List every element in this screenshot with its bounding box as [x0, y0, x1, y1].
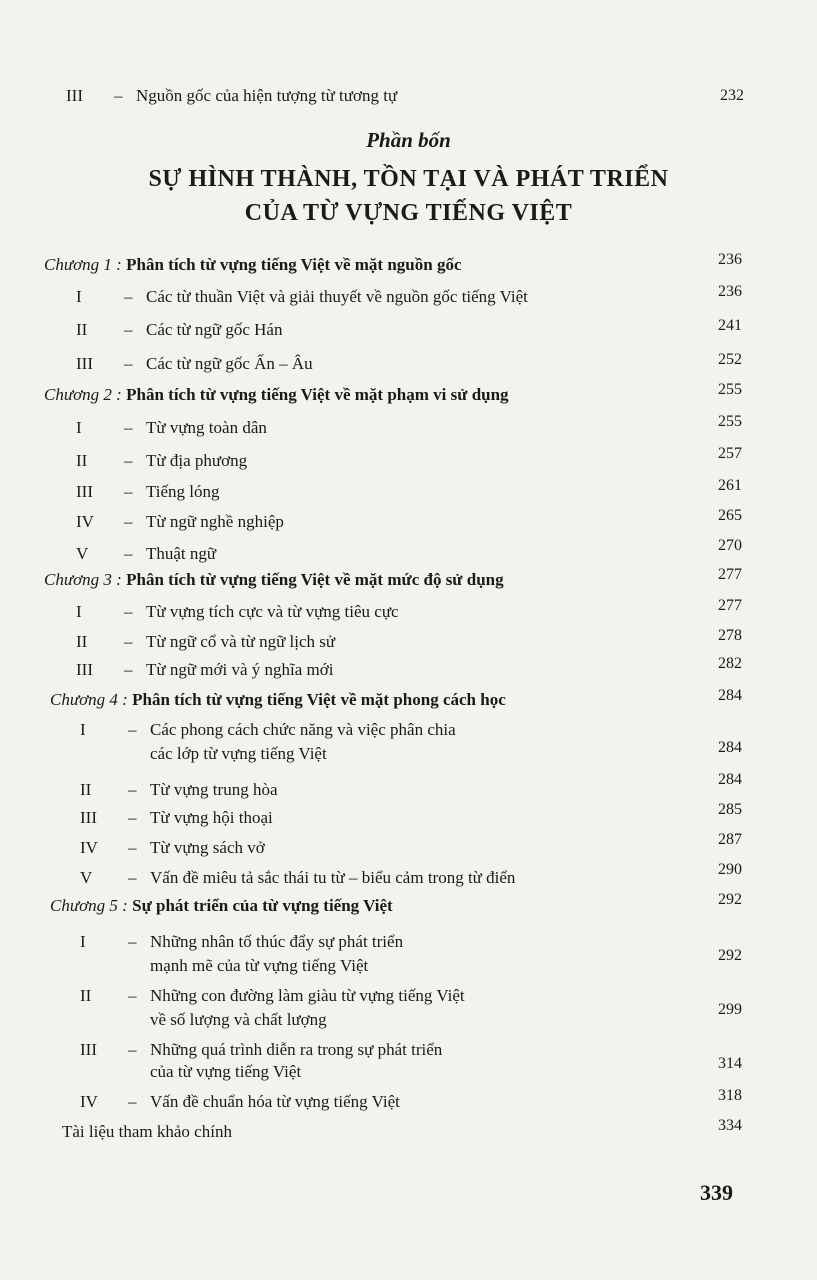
item-text: Các phong cách chức năng và việc phân chia	[150, 720, 456, 739]
toc-item: I – Từ vựng tích cực và từ vựng tiêu cực	[76, 602, 399, 621]
chapter-label: Chương 5 :	[50, 896, 128, 915]
chapter-title: Sự phát triển của từ vựng tiếng Việt	[132, 896, 393, 915]
toc-item: II – Từ vựng trung hòa	[80, 780, 278, 799]
part-title-line1: SỰ HÌNH THÀNH, TỒN TẠI VÀ PHÁT TRIỂN	[148, 166, 669, 192]
item-text-continuation: mạnh mẽ của từ vựng tiếng Việt	[150, 956, 369, 975]
item-text: Từ vựng tích cực và từ vựng tiêu cực	[146, 602, 399, 621]
chapter-heading	[44, 255, 462, 275]
chapter-heading	[50, 896, 393, 916]
toc-item: II – Những con đường làm giàu từ vựng tiếng Việt	[80, 986, 465, 1005]
item-text: Từ vựng hội thoại	[150, 808, 273, 827]
toc-item: III – Nguồn gốc của hiện tượng từ tương tự	[66, 86, 398, 105]
toc-item: III – Các từ ngữ gốc Ấn – Âu	[76, 354, 313, 373]
page-ref: 314	[718, 1055, 742, 1072]
chapter-title: Phân tích từ vựng tiếng Việt về mặt phạm vi sử dụng	[126, 385, 509, 404]
item-text: Từ địa phương	[146, 451, 248, 470]
page-ref: 292	[718, 947, 742, 964]
item-text: Từ ngữ nghề nghiệp	[146, 512, 284, 531]
toc-item: II – Từ địa phương	[76, 451, 248, 470]
page-ref: 334	[718, 1117, 742, 1134]
toc-item: IV – Vấn đề chuẩn hóa từ vựng tiếng Việt	[80, 1092, 400, 1111]
page-ref: 261	[718, 477, 742, 494]
page-ref: 284	[718, 771, 742, 788]
page-ref: 236	[718, 283, 742, 300]
references-entry: Tài liệu tham khảo chính	[62, 1122, 232, 1141]
chapter-heading	[44, 570, 504, 590]
page-ref: 265	[718, 507, 742, 524]
page-ref: 277	[718, 597, 742, 614]
item-text: Những quá trình diễn ra trong sự phát triển	[150, 1040, 443, 1059]
page-ref: 255	[718, 381, 742, 398]
chapter-title: Phân tích từ vựng tiếng Việt về mặt nguồn gốc	[126, 255, 462, 274]
toc-item: V – Thuật ngữ	[76, 544, 217, 563]
toc-item: I – Những nhân tố thúc đẩy sự phát triển	[80, 932, 404, 951]
toc-item: III – Từ ngữ mới và ý nghĩa mới	[76, 660, 334, 679]
item-text-continuation: về số lượng và chất lượng	[150, 1010, 327, 1029]
item-text-continuation: của từ vựng tiếng Việt	[150, 1062, 302, 1081]
item-text: Những con đường làm giàu từ vựng tiếng Việt	[150, 986, 465, 1005]
chapter-heading	[50, 690, 506, 710]
chapter-label: Chương 4 :	[50, 690, 128, 709]
page-ref: 282	[718, 655, 742, 672]
item-text: Từ ngữ cổ và từ ngữ lịch sử	[146, 632, 336, 651]
toc-item: IV – Từ ngữ nghề nghiệp	[76, 512, 284, 531]
chapter-heading	[44, 385, 509, 405]
item-text: Các từ ngữ gốc Ấn – Âu	[146, 354, 313, 373]
page-ref: 232	[720, 87, 744, 104]
item-text: Từ vựng sách vở	[150, 838, 265, 857]
item-text: Thuật ngữ	[146, 544, 217, 563]
page-ref: 241	[718, 317, 742, 334]
page-ref: 278	[718, 627, 742, 644]
toc-item: I – Từ vựng toàn dân	[76, 418, 267, 437]
toc-item: III – Tiếng lóng	[76, 482, 220, 501]
chapter-title: Phân tích từ vựng tiếng Việt về mặt mức độ sử dụng	[126, 570, 504, 589]
chapter-label: Chương 2 :	[44, 385, 122, 404]
item-text: Từ vựng toàn dân	[146, 418, 267, 437]
toc-item: II – Từ ngữ cổ và từ ngữ lịch sử	[76, 632, 336, 651]
item-text: Tiếng lóng	[146, 482, 220, 501]
toc-item: III – Từ vựng hội thoại	[80, 808, 273, 827]
item-text: Từ ngữ mới và ý nghĩa mới	[146, 660, 334, 679]
item-text: Vấn đề chuẩn hóa từ vựng tiếng Việt	[150, 1092, 400, 1111]
page-ref: 252	[718, 351, 742, 368]
item-text: Nguồn gốc của hiện tượng từ tương tự	[136, 86, 398, 105]
page-ref: 270	[718, 537, 742, 554]
roman-numeral: III	[66, 86, 83, 105]
toc-item: I – Các từ thuần Việt và giải thuyết về nguồn gốc tiếng Việt	[76, 287, 528, 306]
page-ref: 277	[718, 566, 742, 583]
item-text: Những nhân tố thúc đẩy sự phát triển	[150, 932, 404, 951]
toc-item: IV – Từ vựng sách vở	[80, 838, 265, 857]
page-ref: 290	[718, 861, 742, 878]
page-ref: 299	[718, 1001, 742, 1018]
page-ref: 284	[718, 739, 742, 756]
page-ref: 236	[718, 251, 742, 268]
item-text-continuation: các lớp từ vựng tiếng Việt	[150, 744, 327, 763]
chapter-label: Chương 1 :	[44, 255, 122, 274]
page-ref: 284	[718, 687, 742, 704]
toc-item: V – Vấn đề miêu tả sắc thái tu từ – biểu cảm trong từ điển	[80, 868, 516, 887]
page-ref: 257	[718, 445, 742, 462]
item-text: Vấn đề miêu tả sắc thái tu từ – biểu cảm trong từ điển	[150, 868, 516, 887]
page-ref: 292	[718, 891, 742, 908]
part-label: Phần bốn	[366, 128, 451, 152]
page-ref: 287	[718, 831, 742, 848]
item-text: Từ vựng trung hòa	[150, 780, 278, 799]
item-text: Các từ ngữ gốc Hán	[146, 320, 283, 339]
chapter-title: Phân tích từ vựng tiếng Việt về mặt phong cách học	[132, 690, 506, 709]
page-ref: 318	[718, 1087, 742, 1104]
page-ref: 285	[718, 801, 742, 818]
toc-item: I – Các phong cách chức năng và việc phân chia	[80, 720, 456, 739]
page-number: 339	[700, 1180, 733, 1205]
page-ref: 255	[718, 413, 742, 430]
item-text: Các từ thuần Việt và giải thuyết về nguồn gốc tiếng Việt	[146, 287, 528, 306]
toc-item: III – Những quá trình diễn ra trong sự phát triển	[80, 1040, 443, 1059]
part-title-line2: CỦA TỪ VỰNG TIẾNG VIỆT	[244, 200, 573, 226]
chapter-label: Chương 3 :	[44, 570, 122, 589]
toc-item: II – Các từ ngữ gốc Hán	[76, 320, 283, 339]
